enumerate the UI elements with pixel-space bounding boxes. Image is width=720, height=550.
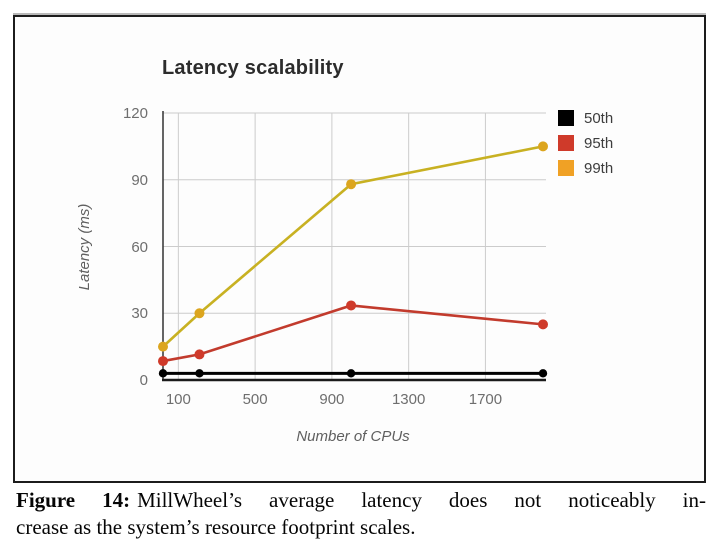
legend-swatch-99th [558, 160, 574, 176]
x-tick-label: 100 [165, 391, 191, 408]
data-point-95th [346, 300, 356, 310]
data-point-95th [538, 319, 548, 329]
caption-label: Figure 14: [16, 488, 131, 512]
data-point-99th [158, 342, 168, 352]
figure-caption [16, 487, 706, 541]
x-tick-label: 500 [242, 391, 268, 408]
legend-item-99th [558, 160, 613, 176]
legend-swatch-95th [558, 135, 574, 151]
x-tick-label: 900 [319, 391, 345, 408]
x-axis-title: Number of CPUs [296, 428, 410, 445]
y-tick-label: 120 [122, 105, 148, 122]
chart-title: Latency scalability [162, 57, 344, 79]
caption-text: MillWheel’s average latency does not noticeably in- [137, 488, 706, 512]
y-tick-label: 30 [131, 305, 148, 323]
legend-item-50th [558, 110, 613, 126]
legend-label-50th: 50th [584, 109, 614, 127]
y-tick-label: 0 [139, 372, 148, 389]
legend-item-95th [558, 135, 613, 151]
x-tick-label: 1700 [468, 391, 503, 408]
y-axis-title: Latency (ms) [76, 203, 93, 291]
x-tick-label: 1300 [391, 391, 426, 408]
legend-label-95th: 95th [584, 134, 614, 152]
data-point-50th [159, 369, 167, 377]
caption-text-line2: crease as the system’s resource footprint scales. [16, 515, 416, 539]
data-point-95th [158, 356, 168, 366]
legend-label-99th: 99th [584, 159, 614, 177]
y-tick-label: 90 [131, 171, 148, 189]
data-point-99th [194, 308, 204, 318]
legend [558, 110, 613, 185]
data-point-99th [346, 179, 356, 189]
legend-swatch-50th [558, 110, 574, 126]
data-point-50th [195, 369, 203, 377]
data-point-99th [538, 141, 548, 151]
caption-text-line1 [16, 487, 706, 514]
data-point-50th [347, 369, 355, 377]
data-point-50th [539, 369, 547, 377]
data-point-95th [194, 349, 204, 359]
y-tick-label: 60 [131, 238, 148, 256]
series-line-95th [163, 305, 543, 361]
